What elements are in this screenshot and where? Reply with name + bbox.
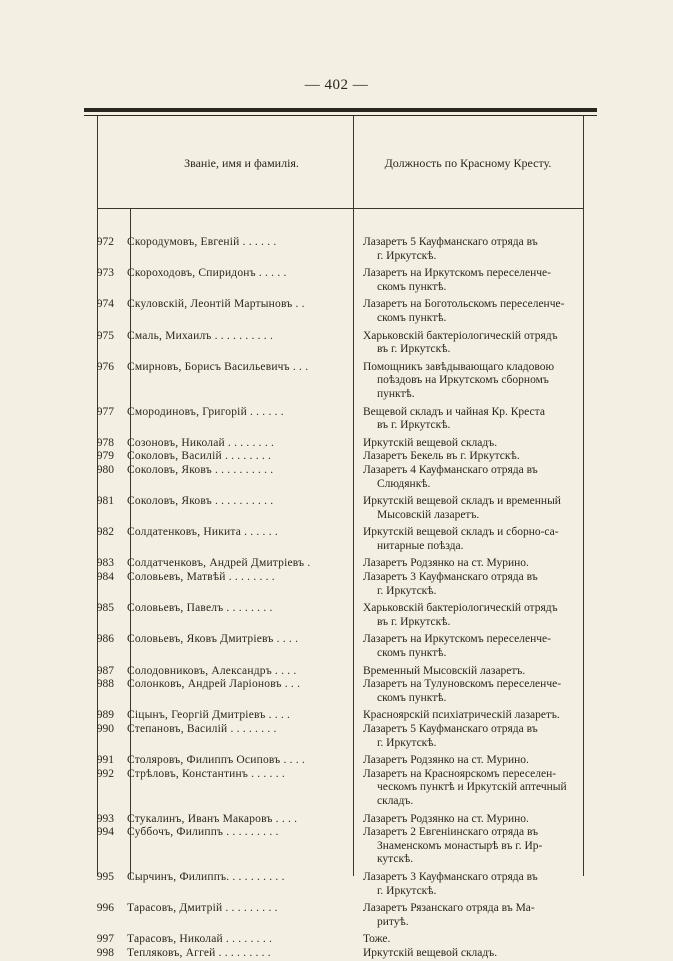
entry-number: 978 [96, 436, 114, 449]
position-line: Лазаретъ на Иркутскомъ переселенче- [363, 267, 551, 280]
position-line: г. Иркутскѣ. [377, 249, 437, 262]
table-row [0, 933, 673, 947]
table-row [0, 678, 673, 705]
position-line: Помощникъ завѣдывающаго кладовою [363, 360, 555, 373]
entry-position [363, 361, 575, 402]
position-line: складъ. [377, 794, 414, 807]
position-line: пунктѣ. [377, 387, 415, 400]
table-row [0, 267, 673, 294]
entry-name: Соколовъ, Василій . . . . . . . . [127, 450, 272, 463]
register-rows [0, 236, 673, 961]
position-line: поѣздовъ на Иркутскомъ сборномъ [377, 374, 549, 387]
entry-number: 992 [96, 767, 114, 780]
position-line: Лазаретъ Рязанскаго отряда въ Ма- [363, 902, 535, 915]
position-line: Иркутскій вещевой складъ и сборно-са- [363, 526, 559, 539]
entry-name: Суббочъ, Филиппъ . . . . . . . . . [127, 826, 279, 839]
position-line: Лазаретъ 5 Кауфманскаго отряда въ [363, 723, 538, 735]
entry-number: 988 [96, 678, 114, 691]
position-line: Лазаретъ 3 Кауфманскаго отряда въ [363, 571, 538, 584]
page-number: — 402 — [304, 77, 369, 93]
entry-position [363, 236, 575, 263]
entry-number: 993 [96, 812, 114, 825]
position-line: Лазаретъ Бекель въ г. Иркутскѣ. [363, 450, 520, 463]
position-line: г. Иркутскѣ. [377, 584, 437, 597]
table-row [0, 871, 673, 898]
position-line: Иркутскій вещевой складъ. [363, 436, 498, 449]
position-line: Лазаретъ на Иркутскомъ переселенче- [363, 633, 551, 646]
entry-name: Соловьевъ, Матвѣй . . . . . . . . [127, 571, 275, 584]
header-bottom-rule [97, 208, 583, 209]
entry-position [363, 709, 575, 723]
position-line: Лазаретъ Родзянко на ст. Мурино. [363, 557, 529, 570]
entry-name: Соловьевъ, Павелъ . . . . . . . . [127, 602, 273, 615]
entry-position [363, 826, 575, 867]
entry-name: Смирновъ, Борисъ Васильевичъ . . . [127, 360, 309, 373]
entry-name: Смородиновъ, Григорій . . . . . . [127, 405, 284, 418]
position-line: Знаменскомъ монастырѣ въ г. Ир- [377, 839, 543, 852]
position-line: Тоже. [363, 933, 391, 946]
entry-number: 997 [96, 933, 114, 946]
table-row [0, 236, 673, 263]
column-header-position: Должность по Красному Кресту. [384, 156, 552, 170]
entry-number: 994 [96, 826, 114, 839]
position-line: скомъ пунктѣ. [377, 280, 447, 293]
entry-name: Тарасовъ, Николай . . . . . . . . [127, 933, 273, 946]
entry-position [363, 450, 575, 464]
entry-number: 983 [96, 557, 114, 570]
entry-number: 995 [96, 870, 114, 883]
position-line: Лазаретъ 2 Евгеніинскаго отряда въ [363, 826, 539, 839]
table-row [0, 437, 673, 451]
entry-position [363, 633, 575, 660]
column-header-name: Званіе, имя и фамилія. [184, 156, 299, 170]
position-line: Лазаретъ 4 Кауфманскаго отряда въ [363, 463, 538, 476]
table-row [0, 813, 673, 827]
position-line: кутскѣ. [377, 853, 414, 866]
position-line: въ г. Иркутскѣ. [377, 419, 451, 432]
entry-number: 987 [96, 664, 114, 677]
table-row [0, 450, 673, 464]
entry-number: 990 [96, 723, 114, 735]
table-row [0, 330, 673, 357]
table-row [0, 826, 673, 867]
table-row [0, 495, 673, 522]
header-rule-thin [84, 115, 597, 116]
position-line: Лазаретъ на Красноярскомъ переселен- [363, 767, 557, 780]
table-row [0, 754, 673, 768]
entry-position [363, 330, 575, 357]
table-row [0, 768, 673, 809]
position-line: Лазаретъ Родзянко на ст. Мурино. [363, 812, 529, 825]
entry-name: Стукалинъ, Иванъ Макаровъ . . . . [127, 812, 298, 825]
position-line: Иркутскій вещевой складъ и временный [363, 495, 561, 508]
entry-number: 989 [96, 709, 114, 722]
table-row [0, 557, 673, 571]
entry-position [363, 871, 575, 898]
entry-number: 977 [96, 405, 114, 418]
position-line: въ г. Иркутскѣ. [377, 615, 451, 628]
table-row [0, 723, 673, 750]
entry-number: 998 [96, 946, 114, 959]
entry-position [363, 665, 575, 679]
table-row [0, 464, 673, 491]
entry-number: 980 [96, 463, 114, 476]
entry-name: Столяровъ, Филиппъ Осиповъ . . . . [127, 754, 305, 767]
table-row [0, 633, 673, 660]
entry-number: 985 [96, 602, 114, 615]
entry-position [363, 678, 575, 705]
position-line: Слюдянкѣ. [377, 477, 431, 490]
entry-name: Скородумовъ, Евгеній . . . . . . [127, 236, 277, 248]
position-line: Лазаретъ 3 Кауфманскаго отряда въ [363, 870, 538, 883]
position-line: ритуѣ. [377, 915, 409, 928]
entry-position [363, 902, 575, 929]
entry-number: 975 [96, 329, 114, 342]
table-row [0, 298, 673, 325]
entry-position [363, 813, 575, 827]
table-row [0, 406, 673, 433]
entry-name: Стрѣловъ, Константинъ . . . . . . [127, 767, 285, 780]
entry-position [363, 723, 575, 750]
position-line: ческомъ пунктѣ и Иркутскій аптечный [377, 781, 567, 794]
position-line: Лазаретъ на Боготольскомъ переселенче- [363, 298, 565, 311]
entry-number: 982 [96, 526, 114, 539]
entry-name: Сырчинъ, Филиппъ. . . . . . . . . . [127, 870, 285, 883]
position-line: нитарные поѣзда. [377, 539, 464, 552]
entry-number: 979 [96, 450, 114, 463]
table-row [0, 602, 673, 629]
position-line: Харьковскій бактеріологическій отрядъ [363, 329, 558, 342]
entry-position [363, 571, 575, 598]
entry-number: 991 [96, 754, 114, 767]
table-row [0, 526, 673, 553]
entry-name: Солонковъ, Андрей Ларіоновъ . . . [127, 678, 301, 691]
entry-name: Соколовъ, Яковъ . . . . . . . . . . [127, 495, 274, 508]
entry-position [363, 464, 575, 491]
position-line: скомъ пунктѣ. [377, 647, 447, 660]
position-line: Красноярскій психіатрическій лазаретъ. [363, 709, 560, 722]
entry-position [363, 406, 575, 433]
table-row [0, 947, 673, 961]
entry-name: Соловьевъ, Яковъ Дмитріевъ . . . . [127, 633, 299, 646]
entry-number: 986 [96, 633, 114, 646]
entry-name: Солдатенковъ, Никита . . . . . . [127, 526, 278, 539]
entry-name: Скороходовъ, Спиридонъ . . . . . [127, 267, 287, 280]
entry-position [363, 298, 575, 325]
entry-number: 984 [96, 571, 114, 584]
table-row [0, 902, 673, 929]
entry-name: Степановъ, Василій . . . . . . . . [127, 723, 277, 735]
entry-name: Тарасовъ, Дмитрій . . . . . . . . . [127, 902, 278, 915]
position-line: Вещевой складъ и чайная Кр. Креста [363, 405, 545, 418]
entry-name: Соколовъ, Яковъ . . . . . . . . . . [127, 463, 274, 476]
entry-name: Тепляковъ, Аггей . . . . . . . . . [127, 946, 271, 959]
entry-name: Скуловскій, Леонтій Мартыновъ . . [127, 298, 305, 311]
entry-position [363, 526, 575, 553]
table-row [0, 709, 673, 723]
position-line: Харьковскій бактеріологическій отрядъ [363, 602, 558, 615]
entry-name: Солодовниковъ, Александръ . . . . [127, 664, 297, 677]
position-line: въ г. Иркутскѣ. [377, 343, 451, 356]
position-line: Лазаретъ 5 Кауфманскаго отряда въ [363, 236, 538, 248]
entry-position [363, 602, 575, 629]
entry-position [363, 267, 575, 294]
entry-number: 981 [96, 495, 114, 508]
position-line: скомъ пунктѣ. [377, 691, 447, 704]
entry-position [363, 557, 575, 571]
position-line: Лазаретъ на Тулуновскомъ переселенче- [363, 678, 562, 691]
position-line: г. Иркутскѣ. [377, 736, 437, 749]
position-line: Лазаретъ Родзянко на ст. Мурино. [363, 754, 529, 767]
table-row [0, 361, 673, 402]
entry-number: 972 [96, 236, 114, 248]
entry-position [363, 754, 575, 768]
position-line: Мысовскій лазаретъ. [377, 508, 480, 521]
entry-number: 973 [96, 267, 114, 280]
position-line: Иркутскій вещевой складъ. [363, 946, 498, 959]
position-line: скомъ пунктѣ. [377, 311, 447, 324]
position-line: Временный Мысовскій лазаретъ. [363, 664, 526, 677]
entry-position [363, 933, 575, 947]
entry-name: Созоновъ, Николай . . . . . . . . [127, 436, 275, 449]
entry-number: 976 [96, 360, 114, 373]
entry-name: Сіцынъ, Георгій Дмитріевъ . . . . [127, 709, 291, 722]
entry-name: Солдатченковъ, Андрей Дмитріевъ . [127, 557, 311, 570]
header-rule-thick [84, 108, 597, 112]
entry-name: Смаль, Михаилъ . . . . . . . . . . [127, 329, 274, 342]
entry-position [363, 768, 575, 809]
table-row [0, 571, 673, 598]
entry-position [363, 947, 575, 961]
entry-position [363, 437, 575, 451]
table-row [0, 665, 673, 679]
entry-number: 996 [96, 902, 114, 915]
position-line: г. Иркутскѣ. [377, 884, 437, 897]
entry-position [363, 495, 575, 522]
entry-number: 974 [96, 298, 114, 311]
